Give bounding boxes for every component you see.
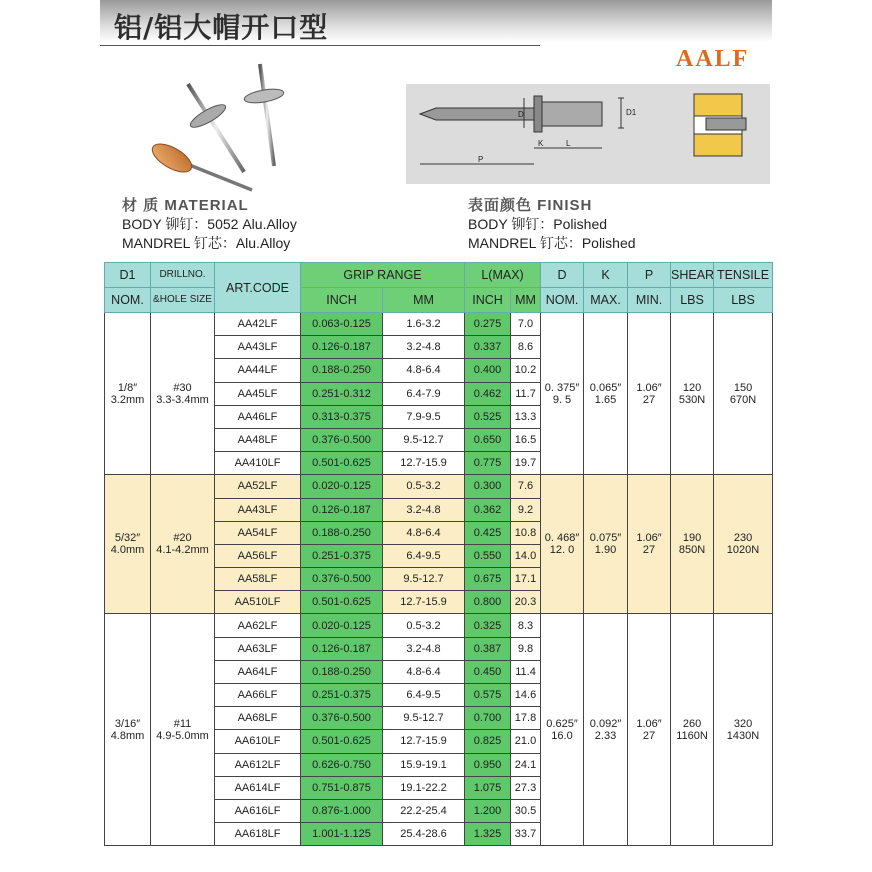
header-tensile-unit: LBS xyxy=(714,288,773,313)
header-l-mm: MM xyxy=(511,288,541,313)
shear-value xyxy=(671,614,714,846)
grip-mm: 1.6-3.2 xyxy=(383,313,465,336)
l-max-inch: 1.075 xyxy=(465,776,511,799)
l-max-inch: 0.325 xyxy=(465,614,511,637)
grip-inch: 1.001-1.125 xyxy=(301,823,383,846)
k-max-line1: 0.075″ xyxy=(589,532,622,545)
art-code: AA62LF xyxy=(215,614,301,637)
material-heading: 材 质 MATERIAL xyxy=(122,197,249,214)
l-max-inch: 0.400 xyxy=(465,359,511,382)
grip-mm: 12.7-15.9 xyxy=(383,730,465,753)
l-max-inch: 0.700 xyxy=(465,707,511,730)
l-max-inch: 1.200 xyxy=(465,799,511,822)
grip-inch: 0.501-0.625 xyxy=(301,730,383,753)
grip-mm: 15.9-19.1 xyxy=(383,753,465,776)
grip-inch: 0.376-0.500 xyxy=(301,568,383,591)
rivet-photo xyxy=(132,54,302,196)
shear-value-line2: 1160N xyxy=(676,729,708,742)
l-max-inch: 0.675 xyxy=(465,568,511,591)
grip-inch: 0.251-0.375 xyxy=(301,684,383,707)
header-d: D xyxy=(541,263,584,288)
grip-mm: 9.5-12.7 xyxy=(383,707,465,730)
header-shear-unit: LBS xyxy=(671,288,714,313)
material-mandrel: MANDREL 钉芯：Alu.Alloy xyxy=(122,235,291,251)
art-code: AA68LF xyxy=(215,707,301,730)
d1-nominal xyxy=(105,313,151,475)
tensile-value-line2: 1020N xyxy=(726,544,760,557)
header-k: K xyxy=(584,263,628,288)
d-nominal xyxy=(541,475,584,614)
drill-size xyxy=(151,475,215,614)
k-max-line2: 2.33 xyxy=(594,729,617,742)
k-max-line2: 1.90 xyxy=(594,544,617,557)
grip-mm: 9.5-12.7 xyxy=(383,428,465,451)
grip-mm: 3.2-4.8 xyxy=(383,336,465,359)
table-row xyxy=(105,475,773,498)
shear-value-line1: 190 xyxy=(682,532,702,545)
page-title: 铝/铝大帽开口型 xyxy=(114,11,329,44)
art-code: AA52LF xyxy=(215,475,301,498)
l-max-inch: 0.650 xyxy=(465,428,511,451)
art-code: AA64LF xyxy=(215,660,301,683)
brand-logo: AALF xyxy=(676,46,750,72)
art-code: AA612LF xyxy=(215,753,301,776)
p-min xyxy=(628,614,671,846)
l-max-inch: 0.387 xyxy=(465,637,511,660)
drill-size-line2: 4.9-5.0mm xyxy=(156,729,209,742)
grip-mm: 19.1-22.2 xyxy=(383,776,465,799)
l-max-mm: 13.3 xyxy=(511,405,541,428)
grip-inch: 0.501-0.625 xyxy=(301,452,383,475)
art-code: AA48LF xyxy=(215,428,301,451)
art-code: AA43LF xyxy=(215,336,301,359)
grip-mm: 12.7-15.9 xyxy=(383,591,465,614)
rivet-dimension-drawing xyxy=(406,84,770,184)
art-code: AA610LF xyxy=(215,730,301,753)
header-grip-mm: MM xyxy=(383,288,465,313)
l-max-mm: 8.6 xyxy=(511,336,541,359)
header-grip-inch: INCH xyxy=(301,288,383,313)
grip-mm: 0.5-3.2 xyxy=(383,614,465,637)
header-k-max: MAX. xyxy=(584,288,628,313)
d1-nominal xyxy=(105,614,151,846)
l-max-mm: 17.8 xyxy=(511,707,541,730)
header-p: P xyxy=(628,263,671,288)
d1-nominal-line2: 4.0mm xyxy=(110,544,145,557)
grip-inch: 0.376-0.500 xyxy=(301,707,383,730)
k-max-line2: 1.65 xyxy=(594,393,617,406)
l-max-mm: 9.8 xyxy=(511,637,541,660)
d1-nominal-line1: 1/8″ xyxy=(117,381,138,394)
rivet-spec-table xyxy=(104,262,773,846)
header-d1: D1 xyxy=(105,263,151,288)
grip-inch: 0.188-0.250 xyxy=(301,359,383,382)
header-hole-size: &HOLE SIZE xyxy=(151,288,215,313)
header-d-nom: NOM. xyxy=(541,288,584,313)
l-max-mm: 33.7 xyxy=(511,823,541,846)
l-max-mm: 14.6 xyxy=(511,684,541,707)
art-code: AA46LF xyxy=(215,405,301,428)
table-row xyxy=(105,313,773,336)
finish-mandrel: MANDREL 钉芯：Polished xyxy=(468,235,636,251)
p-min-line2: 27 xyxy=(642,393,656,406)
l-max-inch: 0.550 xyxy=(465,544,511,567)
header-tensile: TENSILE xyxy=(714,263,773,288)
p-min-line2: 27 xyxy=(642,729,656,742)
grip-mm: 3.2-4.8 xyxy=(383,637,465,660)
l-max-mm: 27.3 xyxy=(511,776,541,799)
l-max-mm: 11.7 xyxy=(511,382,541,405)
grip-inch: 0.126-0.187 xyxy=(301,637,383,660)
grip-inch: 0.188-0.250 xyxy=(301,660,383,683)
d1-nominal-line1: 5/32″ xyxy=(114,532,141,545)
grip-mm: 25.4-28.6 xyxy=(383,823,465,846)
drawing-label-d: D xyxy=(518,110,524,119)
grip-mm: 3.2-4.8 xyxy=(383,498,465,521)
grip-mm: 6.4-7.9 xyxy=(383,382,465,405)
art-code: AA614LF xyxy=(215,776,301,799)
l-max-inch: 1.325 xyxy=(465,823,511,846)
art-code: AA58LF xyxy=(215,568,301,591)
l-max-mm: 7.0 xyxy=(511,313,541,336)
k-max-line1: 0.065″ xyxy=(589,381,622,394)
header-lmax: L(MAX) xyxy=(465,263,541,288)
tensile-value-line1: 150 xyxy=(733,381,753,394)
shear-value-line2: 850N xyxy=(678,544,706,557)
k-max xyxy=(584,614,628,846)
l-max-inch: 0.450 xyxy=(465,660,511,683)
drill-size-line1: #11 xyxy=(173,717,192,730)
d-nominal-line1: 0. 375″ xyxy=(544,381,580,394)
l-max-mm: 10.2 xyxy=(511,359,541,382)
d-nominal-line1: 0. 468″ xyxy=(544,532,580,545)
grip-inch: 0.876-1.000 xyxy=(301,799,383,822)
drawing-label-k: K xyxy=(538,139,544,148)
grip-inch: 0.063-0.125 xyxy=(301,313,383,336)
l-max-inch: 0.337 xyxy=(465,336,511,359)
l-max-mm: 16.5 xyxy=(511,428,541,451)
art-code: AA54LF xyxy=(215,521,301,544)
grip-inch: 0.188-0.250 xyxy=(301,521,383,544)
tensile-value xyxy=(714,614,773,846)
tensile-value xyxy=(714,313,773,475)
l-max-mm: 21.0 xyxy=(511,730,541,753)
grip-mm: 7.9-9.5 xyxy=(383,405,465,428)
header-p-min: MIN. xyxy=(628,288,671,313)
l-max-inch: 0.300 xyxy=(465,475,511,498)
drill-size-line1: #30 xyxy=(173,381,192,394)
l-max-inch: 0.525 xyxy=(465,405,511,428)
tensile-value-line1: 320 xyxy=(733,717,753,730)
grip-inch: 0.020-0.125 xyxy=(301,614,383,637)
tensile-value-line1: 230 xyxy=(733,532,753,545)
art-code: AA44LF xyxy=(215,359,301,382)
header-grip-range: GRIP RANGE xyxy=(301,263,465,288)
shear-value-line1: 260 xyxy=(682,717,702,730)
drill-size-line1: #20 xyxy=(173,532,192,545)
art-code: AA66LF xyxy=(215,684,301,707)
l-max-mm: 9.2 xyxy=(511,498,541,521)
d-nominal-line2: 9. 5 xyxy=(552,393,572,406)
drill-size-line2: 4.1-4.2mm xyxy=(156,544,209,557)
k-max-line1: 0.092″ xyxy=(589,717,622,730)
l-max-mm: 20.3 xyxy=(511,591,541,614)
l-max-inch: 0.775 xyxy=(465,452,511,475)
shear-value xyxy=(671,313,714,475)
l-max-mm: 17.1 xyxy=(511,568,541,591)
material-spec xyxy=(122,196,297,253)
d-nominal-line2: 16.0 xyxy=(551,729,573,742)
shear-value-line1: 120 xyxy=(682,381,702,394)
header-drill: DRILLNO. xyxy=(151,263,215,288)
header-l-inch: INCH xyxy=(465,288,511,313)
l-max-mm: 30.5 xyxy=(511,799,541,822)
p-min xyxy=(628,475,671,614)
grip-mm: 4.8-6.4 xyxy=(383,521,465,544)
shear-value xyxy=(671,475,714,614)
art-code: AA43LF xyxy=(215,498,301,521)
p-min xyxy=(628,313,671,475)
l-max-mm: 24.1 xyxy=(511,753,541,776)
art-code: AA616LF xyxy=(215,799,301,822)
grip-inch: 0.376-0.500 xyxy=(301,428,383,451)
finish-body: BODY 铆钉：Polished xyxy=(468,216,608,232)
d-nominal-line2: 12. 0 xyxy=(549,544,575,557)
drill-size xyxy=(151,313,215,475)
p-min-line1: 1.06″ xyxy=(636,532,662,545)
grip-inch: 0.751-0.875 xyxy=(301,776,383,799)
l-max-inch: 0.800 xyxy=(465,591,511,614)
grip-inch: 0.251-0.375 xyxy=(301,544,383,567)
tensile-value-line2: 670N xyxy=(729,393,757,406)
tensile-value xyxy=(714,475,773,614)
grip-mm: 9.5-12.7 xyxy=(383,568,465,591)
finish-heading: 表面颜色 FINISH xyxy=(468,197,593,214)
art-code: AA63LF xyxy=(215,637,301,660)
l-max-inch: 0.362 xyxy=(465,498,511,521)
l-max-inch: 0.425 xyxy=(465,521,511,544)
art-code: AA618LF xyxy=(215,823,301,846)
d1-nominal xyxy=(105,475,151,614)
l-max-mm: 19.7 xyxy=(511,452,541,475)
d1-nominal-line2: 4.8mm xyxy=(110,729,145,742)
art-code: AA56LF xyxy=(215,544,301,567)
k-max xyxy=(584,313,628,475)
table-row xyxy=(105,614,773,637)
grip-mm: 4.8-6.4 xyxy=(383,359,465,382)
header-art-code: ART.CODE xyxy=(215,263,301,313)
d-nominal xyxy=(541,614,584,846)
grip-inch: 0.020-0.125 xyxy=(301,475,383,498)
p-min-line2: 27 xyxy=(642,544,656,557)
grip-inch: 0.126-0.187 xyxy=(301,498,383,521)
grip-inch: 0.626-0.750 xyxy=(301,753,383,776)
l-max-inch: 0.575 xyxy=(465,684,511,707)
art-code: AA510LF xyxy=(215,591,301,614)
drawing-label-p: P xyxy=(478,155,484,164)
grip-inch: 0.501-0.625 xyxy=(301,591,383,614)
finish-spec xyxy=(468,196,636,253)
p-min-line1: 1.06″ xyxy=(636,381,662,394)
l-max-mm: 14.0 xyxy=(511,544,541,567)
l-max-mm: 8.3 xyxy=(511,614,541,637)
grip-inch: 0.313-0.375 xyxy=(301,405,383,428)
art-code: AA45LF xyxy=(215,382,301,405)
grip-inch: 0.251-0.312 xyxy=(301,382,383,405)
shear-value-line2: 530N xyxy=(678,393,706,406)
drill-size-line2: 3.3-3.4mm xyxy=(156,393,209,406)
l-max-inch: 0.825 xyxy=(465,730,511,753)
l-max-inch: 0.950 xyxy=(465,753,511,776)
grip-mm: 22.2-25.4 xyxy=(383,799,465,822)
grip-mm: 6.4-9.5 xyxy=(383,544,465,567)
header-d1-nom: NOM. xyxy=(105,288,151,313)
l-max-mm: 7.6 xyxy=(511,475,541,498)
grip-mm: 6.4-9.5 xyxy=(383,684,465,707)
l-max-inch: 0.462 xyxy=(465,382,511,405)
l-max-inch: 0.275 xyxy=(465,313,511,336)
header-shear: SHEAR xyxy=(671,263,714,288)
grip-inch: 0.126-0.187 xyxy=(301,336,383,359)
p-min-line1: 1.06″ xyxy=(636,717,662,730)
title-divider xyxy=(100,45,540,46)
l-max-mm: 11.4 xyxy=(511,660,541,683)
grip-mm: 4.8-6.4 xyxy=(383,660,465,683)
d1-nominal-line2: 3.2mm xyxy=(110,393,145,406)
k-max xyxy=(584,475,628,614)
drawing-label-d1: D1 xyxy=(626,108,637,117)
tensile-value-line2: 1430N xyxy=(726,729,760,742)
grip-mm: 12.7-15.9 xyxy=(383,452,465,475)
art-code: AA410LF xyxy=(215,452,301,475)
d1-nominal-line1: 3/16″ xyxy=(114,717,141,730)
material-body: BODY 铆钉：5052 Alu.Alloy xyxy=(122,216,297,232)
grip-mm: 0.5-3.2 xyxy=(383,475,465,498)
l-max-mm: 10.8 xyxy=(511,521,541,544)
d-nominal-line1: 0.625″ xyxy=(546,717,578,730)
drill-size xyxy=(151,614,215,846)
d-nominal xyxy=(541,313,584,475)
drawing-label-l: L xyxy=(566,139,571,148)
art-code: AA42LF xyxy=(215,313,301,336)
